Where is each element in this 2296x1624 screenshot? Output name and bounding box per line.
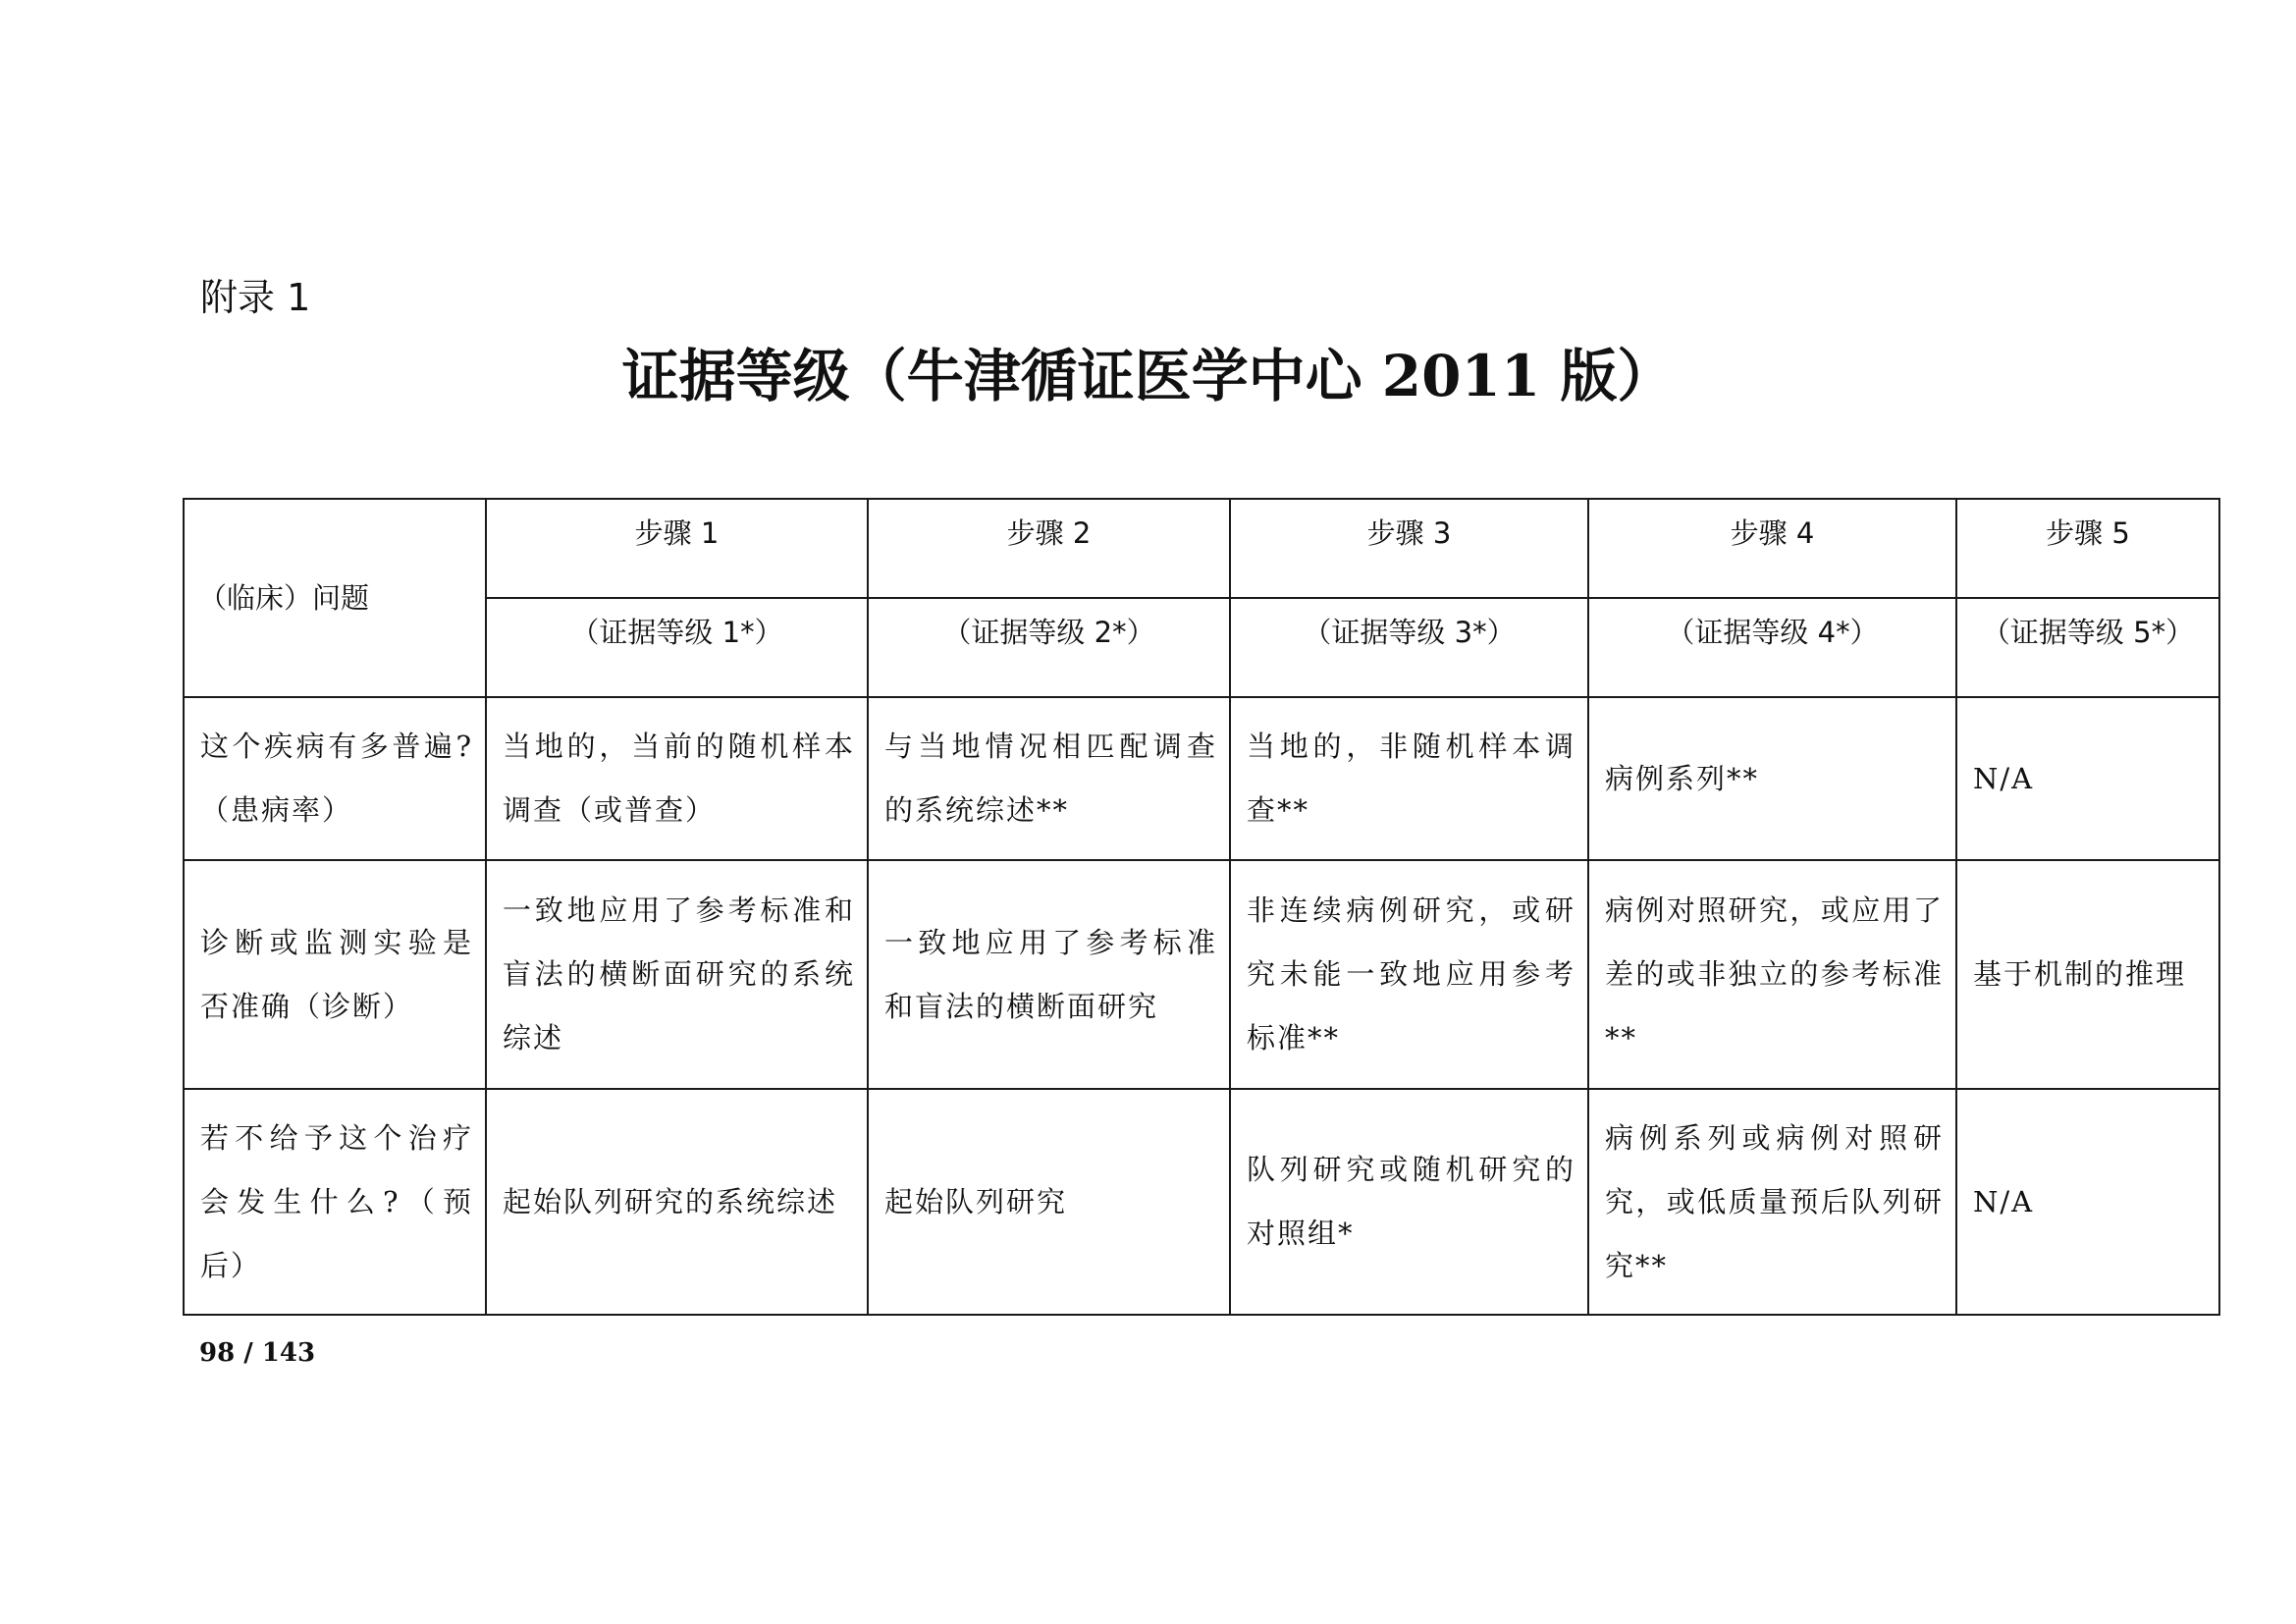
evidence-cell: 非连续病例研究，或研究未能一致地应用参考标准**: [1230, 860, 1588, 1089]
evidence-cell: 与当地情况相匹配调查的系统综述**: [868, 697, 1230, 860]
question-cell: 若不给予这个治疗会发生什么?（预后）: [184, 1089, 486, 1315]
evidence-cell: 一致地应用了参考标准和盲法的横断面研究的系统综述: [486, 860, 868, 1089]
evidence-cell: 一致地应用了参考标准和盲法的横断面研究: [868, 860, 1230, 1089]
step-header: 步骤 5: [1956, 499, 2219, 598]
evidence-cell: 病例对照研究，或应用了差的或非独立的参考标准**: [1588, 860, 1956, 1089]
step-header: 步骤 1: [486, 499, 868, 598]
step-header: 步骤 4: [1588, 499, 1956, 598]
evidence-cell: 起始队列研究的系统综述: [486, 1089, 868, 1315]
level-header-row: [184, 598, 2219, 697]
level-header: （证据等级 4*）: [1588, 598, 1956, 697]
step-header-row: [184, 499, 2219, 598]
level-header: （证据等级 5*）: [1956, 598, 2219, 697]
table-row: [184, 697, 2219, 860]
evidence-cell: 起始队列研究: [868, 1089, 1230, 1315]
question-cell: 诊断或监测实验是否准确（诊断）: [184, 860, 486, 1089]
question-column-header: （临床）问题: [184, 499, 486, 697]
table-row: [184, 1089, 2219, 1315]
document-title: 证据等级（牛津循证医学中心 2011 版）: [621, 343, 1675, 409]
step-header: 步骤 2: [868, 499, 1230, 598]
evidence-cell: 队列研究或随机研究的对照组*: [1230, 1089, 1588, 1315]
evidence-cell: 病例系列或病例对照研究，或低质量预后队列研究**: [1588, 1089, 1956, 1315]
evidence-cell: 当地的，非随机样本调查**: [1230, 697, 1588, 860]
level-header: （证据等级 2*）: [868, 598, 1230, 697]
evidence-cell: N/A: [1956, 697, 2219, 860]
level-header: （证据等级 3*）: [1230, 598, 1588, 697]
table-row: [184, 860, 2219, 1089]
question-cell: 这个疾病有多普遍?（患病率）: [184, 697, 486, 860]
evidence-cell: N/A: [1956, 1089, 2219, 1315]
evidence-cell: 当地的，当前的随机样本调查（或普查）: [486, 697, 868, 860]
page-number: 98 / 143: [199, 1338, 316, 1368]
evidence-cell: 基于机制的推理: [1956, 860, 2219, 1089]
evidence-level-table: [183, 498, 2220, 1316]
evidence-cell: 病例系列**: [1588, 697, 1956, 860]
level-header: （证据等级 1*）: [486, 598, 868, 697]
appendix-label: 附录 1: [200, 276, 311, 319]
step-header: 步骤 3: [1230, 499, 1588, 598]
